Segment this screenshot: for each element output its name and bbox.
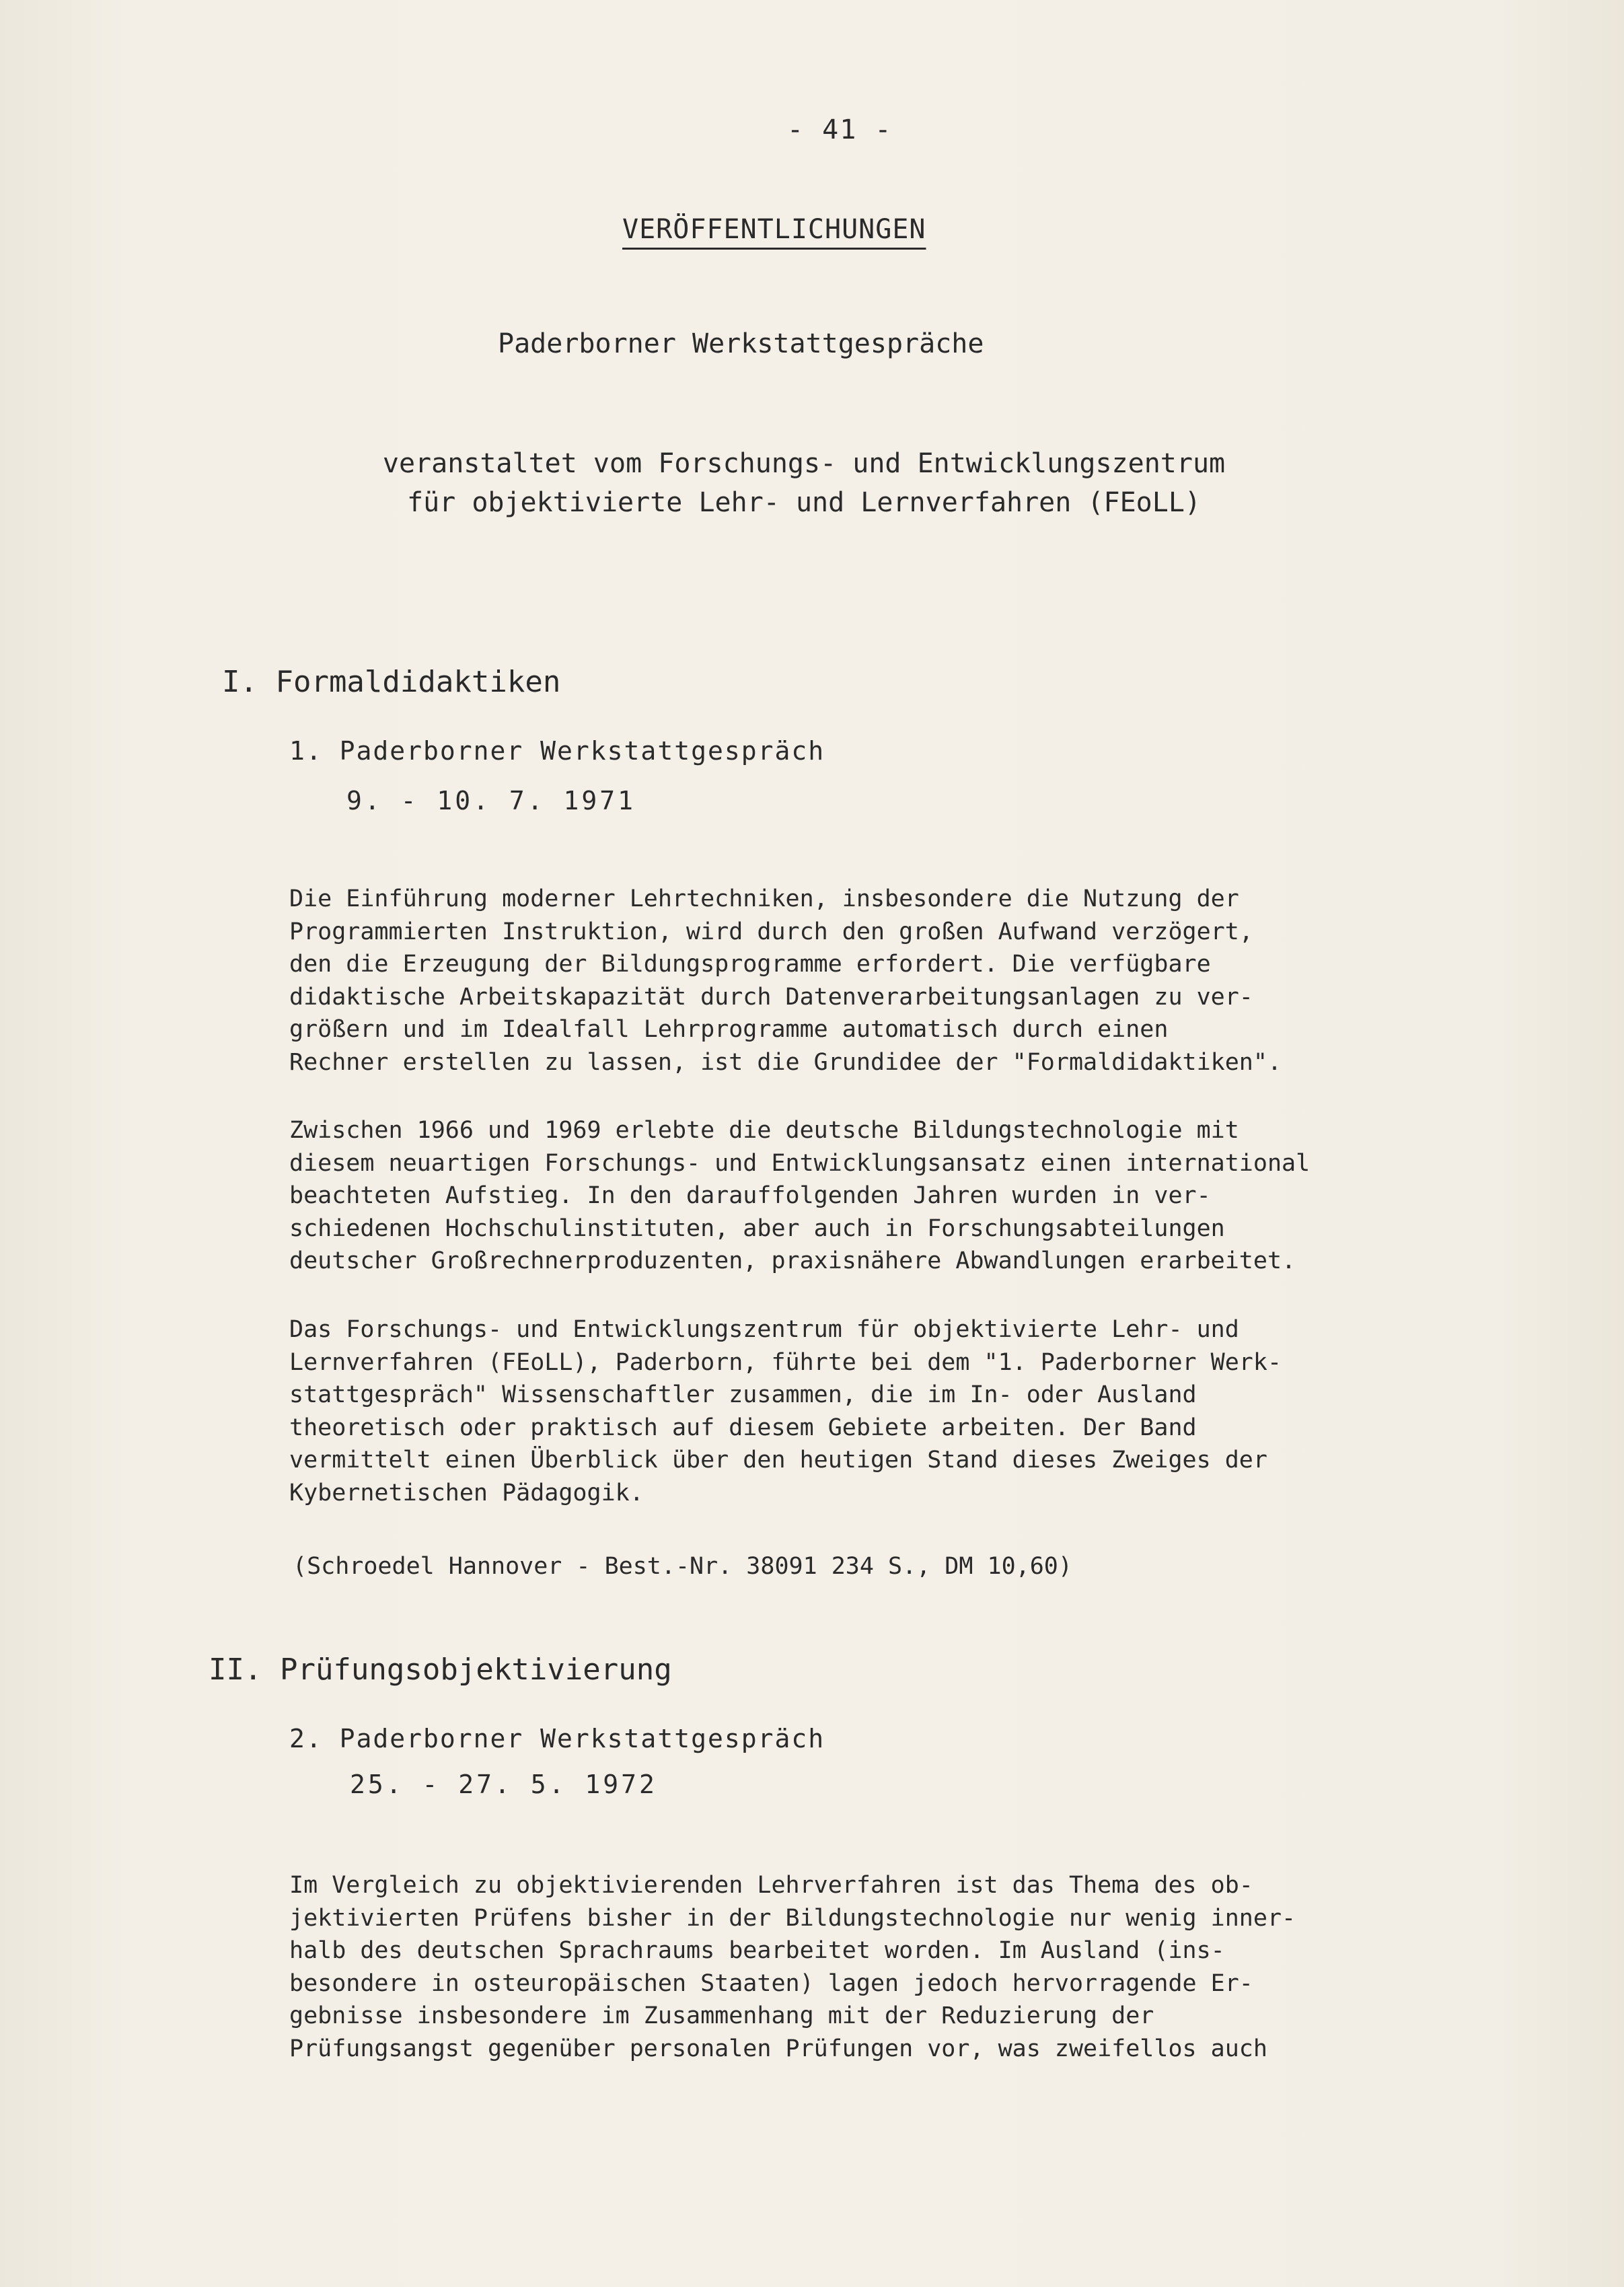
organizer-block: [279, 444, 1329, 522]
section-heading: II. Prüfungsobjektivierung: [209, 1653, 672, 1687]
organizer-line: für objektivierte Lehr- und Lernverfahren (FEoLL): [406, 487, 1202, 518]
text-line: Prüfungsangst gegenüber personalen Prüfungen vor, was zweifellos auch: [289, 2035, 1267, 2062]
text-line: didaktische Arbeitskapazität durch Datenverarbeitungsanlagen zu ver-: [289, 983, 1253, 1011]
paragraph: [289, 1869, 1500, 2065]
text-line: diesem neuartigen Forschungs- und Entwicklungsansatz einen international: [289, 1149, 1311, 1177]
paragraph: [289, 1313, 1500, 1509]
section-date: 9. - 10. 7. 1971: [346, 786, 636, 815]
section-subtitle: 1. Paderborner Werkstattgespräch: [289, 736, 825, 766]
paragraph: [289, 1114, 1500, 1278]
page-title: VERÖFFENTLICHUNGEN: [622, 214, 926, 245]
section-date: 25. - 27. 5. 1972: [350, 1770, 657, 1799]
page-number: - 41 -: [787, 114, 893, 145]
text-line: Kybernetischen Pädagogik.: [289, 1479, 644, 1506]
text-line: jektivierten Prüfens bisher in der Bildungstechnologie nur wenig inner-: [289, 1904, 1296, 1932]
text-line: besondere in osteuropäischen Staaten) lagen jedoch hervorragende Er-: [289, 1969, 1253, 1997]
text-line: Programmierten Instruktion, wird durch den großen Aufwand verzögert,: [289, 918, 1253, 945]
text-line: schiedenen Hochschulinstituten, aber auch in Forschungsabteilungen: [289, 1214, 1225, 1242]
organizer-line: veranstaltet vom Forschungs- und Entwicklungszentrum: [382, 448, 1226, 479]
text-line: halb des deutschen Sprachraums bearbeitet worden. Im Ausland (ins-: [289, 1937, 1225, 1964]
text-line: Rechner erstellen zu lassen, ist die Grundidee der "Formaldidaktiken".: [289, 1048, 1282, 1076]
text-line: stattgespräch" Wissenschaftler zusammen, die im In- oder Ausland: [289, 1381, 1197, 1408]
text-line: Lernverfahren (FEoLL), Paderborn, führte bei dem "1. Paderborner Werk-: [289, 1348, 1282, 1376]
publication-info: (Schroedel Hannover - Best.-Nr. 38091 234 S., DM 10,60): [293, 1553, 1072, 1580]
section-heading: I. Formaldidaktiken: [222, 665, 561, 699]
text-line: Die Einführung moderner Lehrtechniken, insbesondere die Nutzung der: [289, 885, 1239, 912]
text-line: größern und im Idealfall Lehrprogramme automatisch durch einen: [289, 1016, 1169, 1043]
text-line: theoretisch oder praktisch auf diesem Gebiete arbeiten. Der Band: [289, 1414, 1197, 1441]
section-subtitle: 2. Paderborner Werkstattgespräch: [289, 1724, 825, 1753]
series-title: Paderborner Werkstattgespräche: [498, 328, 984, 359]
text-line: deutscher Großrechnerproduzenten, praxisnähere Abwandlungen erarbeitet.: [289, 1247, 1296, 1274]
text-line: vermittelt einen Überblick über den heutigen Stand dieses Zweiges der: [289, 1447, 1267, 1474]
text-line: beachteten Aufstieg. In den darauffolgenden Jahren wurden in ver-: [289, 1182, 1211, 1209]
text-line: Das Forschungs- und Entwicklungszentrum für objektivierte Lehr- und: [289, 1316, 1239, 1343]
paragraph: [289, 883, 1500, 1079]
text-line: den die Erzeugung der Bildungsprogramme erfordert. Die verfügbare: [289, 951, 1211, 978]
text-line: Im Vergleich zu objektivierenden Lehrverfahren ist das Thema des ob-: [289, 1872, 1253, 1899]
text-line: gebnisse insbesondere im Zusammenhang mit der Reduzierung der: [289, 2002, 1154, 2029]
text-line: Zwischen 1966 und 1969 erlebte die deutsche Bildungstechnologie mit: [289, 1117, 1239, 1144]
